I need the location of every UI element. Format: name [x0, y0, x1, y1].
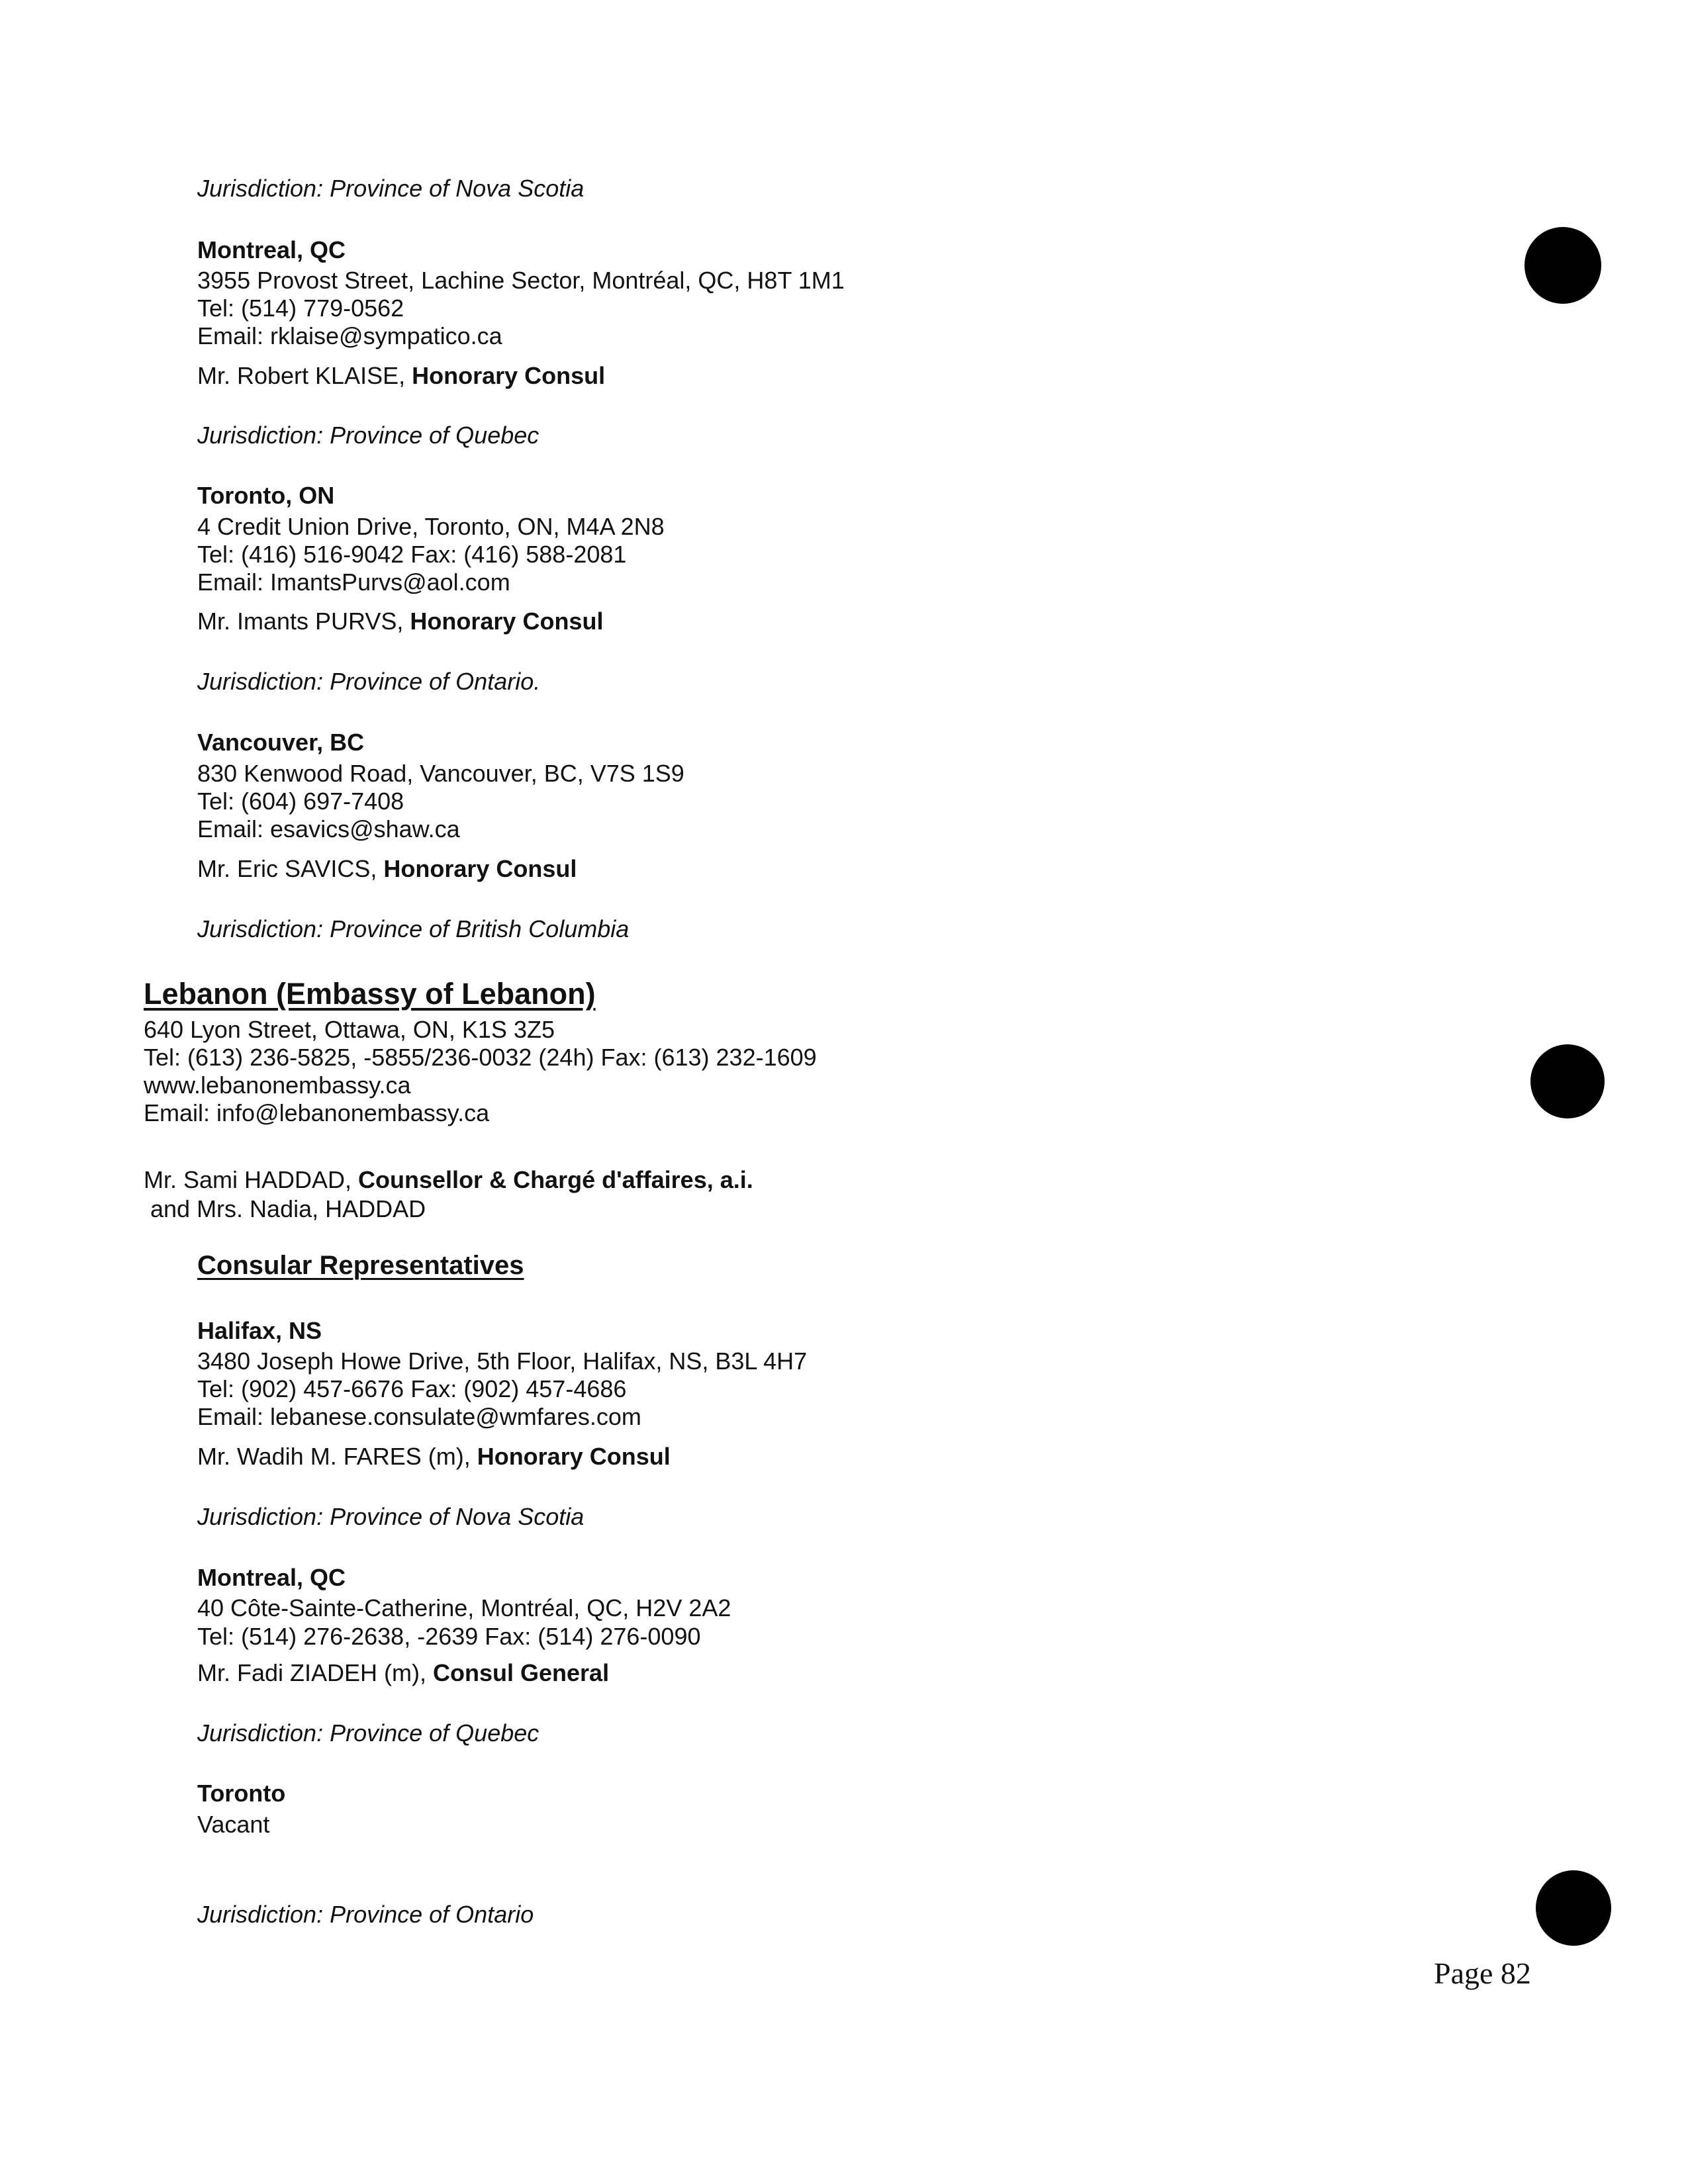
embassy-email: Email: info@lebanonembassy.ca: [144, 1099, 490, 1126]
consulate-city: Montreal, QC: [197, 236, 346, 263]
consul-title: Honorary Consul: [410, 608, 604, 635]
embassy-address: 640 Lyon Street, Ottawa, ON, K1S 3Z5: [144, 1016, 555, 1043]
consulate-tel: Tel: (416) 516-9042 Fax: (416) 588-2081: [197, 541, 627, 568]
jurisdiction-line: Jurisdiction: Province of Nova Scotia: [197, 175, 585, 202]
consul-title: Honorary Consul: [412, 362, 606, 389]
punch-hole: [1530, 1044, 1605, 1118]
consul-line: [197, 855, 577, 883]
consul-line: [197, 362, 605, 390]
consulate-email: Email: esavics@shaw.ca: [197, 815, 460, 842]
consulate-address: 4 Credit Union Drive, Toronto, ON, M4A 2N8: [197, 513, 665, 540]
head-of-mission-line: [144, 1166, 753, 1194]
consulate-email: Email: rklaise@sympatico.ca: [197, 322, 502, 349]
head-of-mission-name: Mr. Sami HADDAD,: [144, 1166, 359, 1193]
consulate-email: Email: ImantsPurvs@aol.com: [197, 569, 510, 596]
consulate-address: 40 Côte-Sainte-Catherine, Montréal, QC, H2V 2A2: [197, 1594, 731, 1621]
consul-line: [197, 1659, 609, 1687]
consulate-tel: Tel: (902) 457-6676 Fax: (902) 457-4686: [197, 1375, 627, 1402]
consulate-status: Vacant: [197, 1811, 270, 1838]
consul-line: [197, 608, 603, 635]
punch-hole: [1536, 1870, 1611, 1946]
jurisdiction-line: Jurisdiction: Province of British Columbia: [197, 915, 630, 942]
spouse-line: and Mrs. Nadia, HADDAD: [150, 1195, 426, 1222]
consul-title: Honorary Consul: [383, 855, 577, 882]
embassy-tel: Tel: (613) 236-5825, -5855/236-0032 (24h) Fax: (613) 232-1609: [144, 1044, 817, 1071]
consulate-tel: Tel: (514) 779-0562: [197, 295, 404, 322]
jurisdiction-line: Jurisdiction: Province of Quebec: [197, 1719, 539, 1747]
consul-name: Mr. Fadi ZIADEH (m),: [197, 1659, 434, 1686]
consulate-city: Halifax, NS: [197, 1317, 322, 1344]
page-number: Page 82: [1434, 1956, 1531, 1990]
consulate-tel: Tel: (604) 697-7408: [197, 788, 404, 815]
consulate-city: Montreal, QC: [197, 1564, 346, 1591]
consul-name: Mr. Imants PURVS,: [197, 608, 410, 635]
jurisdiction-line: Jurisdiction: Province of Quebec: [197, 422, 539, 449]
country-heading: Lebanon (Embassy of Lebanon): [144, 977, 596, 1011]
jurisdiction-line: Jurisdiction: Province of Ontario.: [197, 668, 541, 695]
punch-hole: [1524, 227, 1601, 304]
jurisdiction-line: Jurisdiction: Province of Ontario: [197, 1901, 534, 1928]
consular-representatives-heading: Consular Representatives: [197, 1251, 524, 1280]
jurisdiction-line: Jurisdiction: Province of Nova Scotia: [197, 1503, 585, 1530]
consul-name: Mr. Wadih M. FARES (m),: [197, 1443, 477, 1470]
consul-title: Consul General: [433, 1659, 610, 1686]
consulate-tel: Tel: (514) 276-2638, -2639 Fax: (514) 276-0090: [197, 1623, 701, 1650]
consulate-city: Toronto: [197, 1780, 286, 1807]
consulate-address: 3955 Provost Street, Lachine Sector, Montréal, QC, H8T 1M1: [197, 267, 845, 294]
consul-title: Honorary Consul: [477, 1443, 671, 1470]
consulate-city: Vancouver, BC: [197, 729, 365, 756]
head-of-mission-title: Counsellor & Chargé d'affaires, a.i.: [358, 1166, 753, 1193]
consul-name: Mr. Robert KLAISE,: [197, 362, 412, 389]
consulate-address: 830 Kenwood Road, Vancouver, BC, V7S 1S9: [197, 760, 684, 787]
consul-line: [197, 1443, 671, 1471]
embassy-website: www.lebanonembassy.ca: [144, 1071, 411, 1099]
consulate-email: Email: lebanese.consulate@wmfares.com: [197, 1403, 641, 1430]
consul-name: Mr. Eric SAVICS,: [197, 855, 384, 882]
consulate-city: Toronto, ON: [197, 482, 335, 509]
consulate-address: 3480 Joseph Howe Drive, 5th Floor, Halifax, NS, B3L 4H7: [197, 1347, 808, 1375]
